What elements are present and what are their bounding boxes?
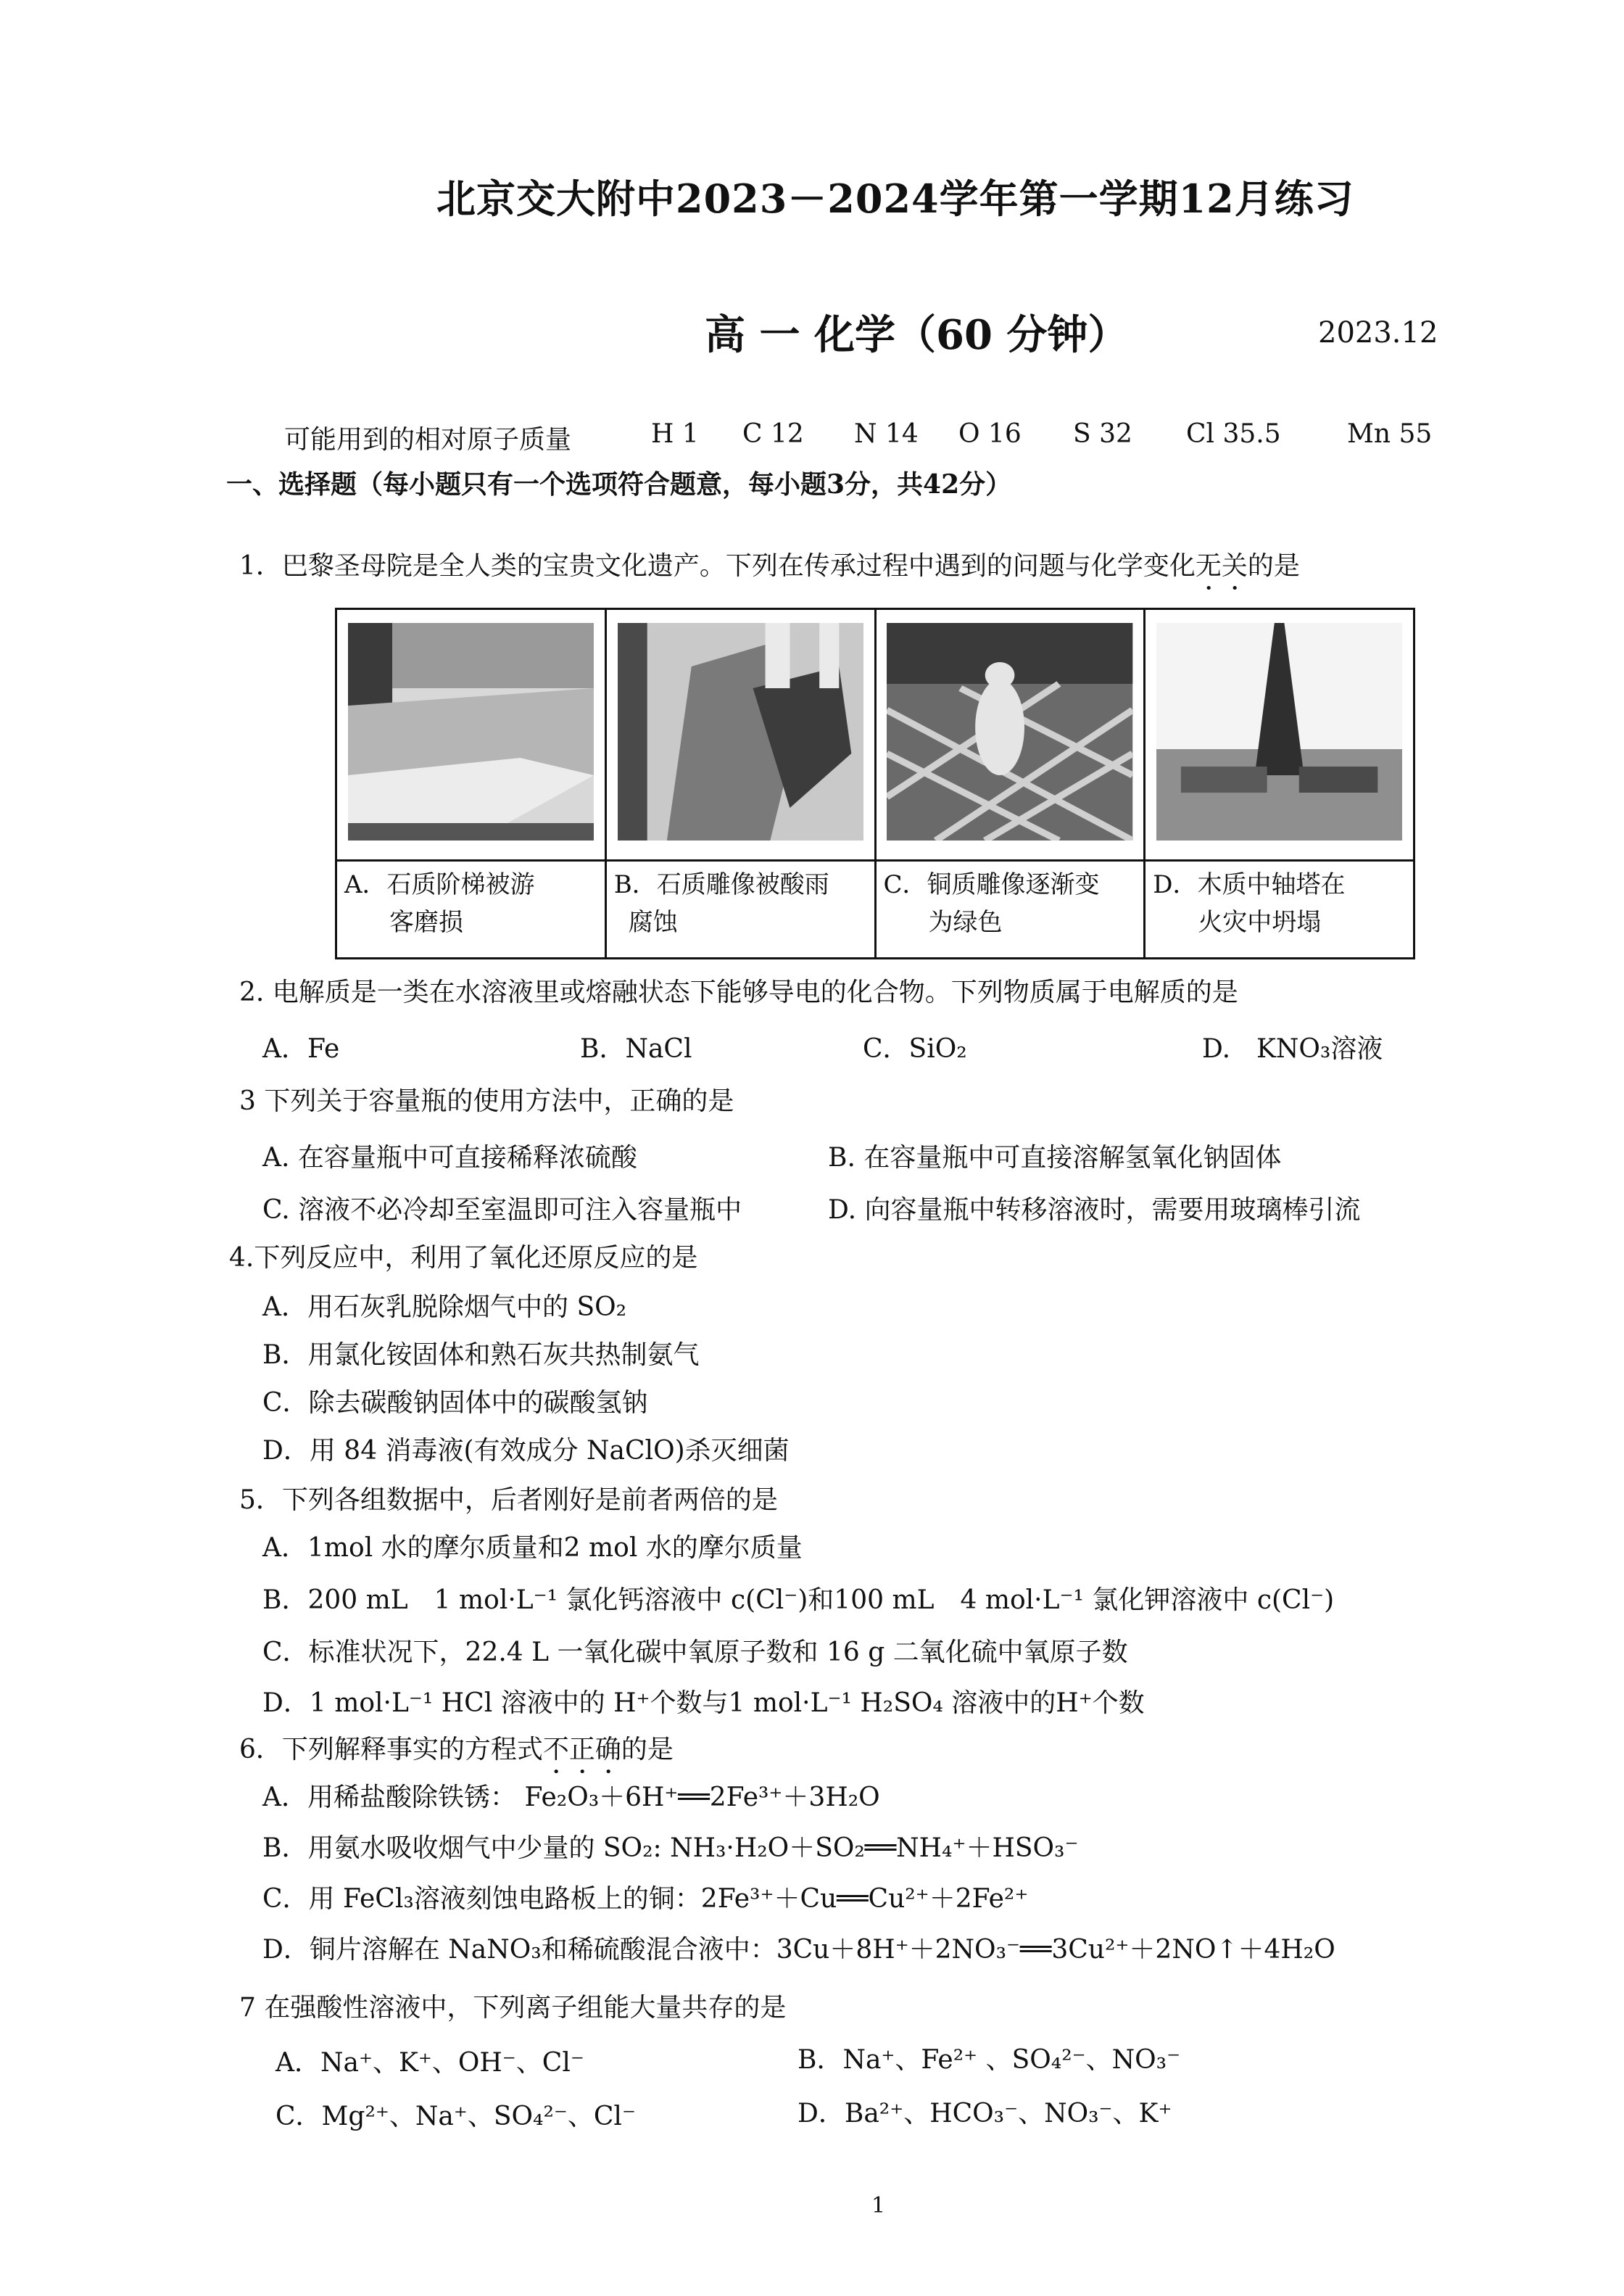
question-3-option-c: C. 溶液不必冷却至室温即可注入容量瓶中 xyxy=(262,1195,742,1225)
option-a-image-cell xyxy=(336,609,606,861)
option-b-caption xyxy=(605,861,875,959)
question-4-option-c: C．除去碳酸钠固体中的碳酸氢钠 xyxy=(262,1388,648,1418)
stone-stairs-photo xyxy=(348,623,594,841)
question-1-stem-part: 的是 xyxy=(1247,551,1300,581)
question-4-option-b: B．用氯化铵固体和熟石灰共热制氨气 xyxy=(262,1340,700,1370)
stone-statue-photo xyxy=(618,623,863,841)
option-a-label-line1: A．石质阶梯被游 xyxy=(344,870,535,899)
question-1-stem-part: 1．巴黎圣母院是全人类的宝贵文化遗产。下列在传承过程中遇到的问题与化学变化 xyxy=(239,551,1196,581)
atomic-mass-item: Cl 35.5 xyxy=(1186,419,1281,449)
question-5-option-d: D．1 mol·L⁻¹ HCl 溶液中的 H⁺个数与1 mol·L⁻¹ H₂SO₄ 溶液中的H⁺个数 xyxy=(262,1688,1145,1718)
option-d-image-cell xyxy=(1145,609,1414,861)
question-6-option-c: C．用 FeCl₃溶液刻蚀电路板上的铜：2Fe³⁺＋Cu══Cu²⁺＋2Fe²⁺ xyxy=(262,1884,1029,1914)
question-2-option-c: C．SiO₂ xyxy=(863,1034,967,1064)
copper-statue-photo xyxy=(887,623,1132,841)
question-6-stem xyxy=(239,1729,674,1780)
option-d-caption xyxy=(1145,861,1414,959)
question-3-option-a: A. 在容量瓶中可直接稀释浓硫酸 xyxy=(262,1143,637,1173)
question-5-option-a: A．1mol 水的摩尔质量和2 mol 水的摩尔质量 xyxy=(262,1533,803,1563)
question-7-stem: 7 在强酸性溶液中，下列离子组能大量共存的是 xyxy=(239,1993,787,2023)
option-d-label-line2: 火灾中坍塌 xyxy=(1198,908,1322,937)
question-2-option-d: D. KNO₃溶液 xyxy=(1202,1034,1383,1064)
question-6-stem-part: 的是 xyxy=(621,1735,674,1764)
option-a-caption xyxy=(336,861,606,959)
exam-title: 北京交大附中2023－2024学年第一学期12月练习 xyxy=(436,175,1354,222)
question-4-option-d: D．用 84 消毒液(有效成分 NaClO)杀灭细菌 xyxy=(262,1436,790,1466)
question-3-option-d: D. 向容量瓶中转移溶液时，需要用玻璃棒引流 xyxy=(828,1195,1361,1225)
option-c-label-line1: C．铜质雕像逐渐变 xyxy=(883,870,1100,899)
atomic-mass-item: S 32 xyxy=(1073,419,1132,449)
option-b-label-line2: 腐蚀 xyxy=(628,908,678,937)
question-1-emphasis: 无关 xyxy=(1195,551,1248,581)
exam-subtitle: 高 一 化学（60 分钟） xyxy=(705,311,1129,359)
option-d-label-line1: D．木质中轴塔在 xyxy=(1153,870,1346,899)
option-c-label-line2: 为绿色 xyxy=(928,908,1003,937)
question-2-option-b: B．NaCl xyxy=(580,1034,692,1064)
question-6-stem-part: 6．下列解释事实的方程式 xyxy=(239,1735,543,1764)
question-6-option-a: A．用稀盐酸除铁锈： Fe₂O₃＋6H⁺══2Fe³⁺＋3H₂O xyxy=(262,1783,880,1812)
question-5-option-c: C．标准状况下，22.4 L 一氧化碳中氧原子数和 16 g 二氧化硫中氧原子数 xyxy=(262,1638,1128,1667)
option-b-image-cell xyxy=(605,609,875,861)
spire-fire-photo xyxy=(1156,623,1402,841)
atomic-mass-list xyxy=(651,419,1449,449)
question-1-options-table xyxy=(335,608,1415,959)
section-heading: 一、选择题（每小题只有一个选项符合题意，每小题3分，共42分） xyxy=(226,469,1012,500)
question-2-stem: 2. 电解质是一类在水溶液里或熔融状态下能够导电的化合物。下列物质属于电解质的是 xyxy=(239,978,1238,1007)
question-6-option-d: D．铜片溶解在 NaNO₃和稀硫酸混合液中：3Cu＋8H⁺＋2NO₃⁻══3Cu²⁺＋2NO↑＋4H₂O xyxy=(262,1935,1335,1965)
question-7-option-d: D．Ba²⁺、HCO₃⁻、NO₃⁻、K⁺ xyxy=(798,2099,1172,2128)
atomic-mass-item: N 14 xyxy=(854,419,919,449)
atomic-mass-item: C 12 xyxy=(742,419,804,449)
question-6-option-b: B．用氨水吸收烟气中少量的 SO₂: NH₃·H₂O＋SO₂══NH₄⁺＋HSO₃⁻ xyxy=(262,1833,1079,1863)
atomic-mass-item: Mn 55 xyxy=(1347,419,1433,449)
question-5-stem: 5．下列各组数据中，后者刚好是前者两倍的是 xyxy=(239,1485,778,1515)
question-3-option-b: B. 在容量瓶中可直接溶解氢氧化钠固体 xyxy=(828,1143,1282,1173)
exam-date: 2023.12 xyxy=(1318,316,1438,350)
question-1-stem xyxy=(239,545,1300,596)
question-7-option-c: C．Mg²⁺、Na⁺、SO₄²⁻、Cl⁻ xyxy=(276,2102,636,2131)
question-4-option-a: A．用石灰乳脱除烟气中的 SO₂ xyxy=(262,1292,627,1322)
page-number: 1 xyxy=(871,2193,886,2218)
option-c-image-cell xyxy=(875,609,1145,861)
atomic-mass-label: 可能用到的相对原子质量 xyxy=(284,425,572,455)
question-4-stem: 4.下列反应中，利用了氧化还原反应的是 xyxy=(229,1243,698,1273)
question-2-option-a: A．Fe xyxy=(262,1034,340,1064)
option-b-label-line1: B．石质雕像被酸雨 xyxy=(613,870,829,899)
atomic-mass-item: H 1 xyxy=(651,419,699,449)
option-a-label-line2: 客磨损 xyxy=(389,908,463,937)
option-c-caption xyxy=(875,861,1145,959)
question-5-option-b: B．200 mL 1 mol·L⁻¹ 氯化钙溶液中 c(Cl⁻)和100 mL 4 mol·L⁻¹ 氯化钾溶液中 c(Cl⁻) xyxy=(262,1585,1335,1615)
question-3-stem: 3 下列关于容量瓶的使用方法中，正确的是 xyxy=(239,1086,734,1116)
question-7-option-a: A．Na⁺、K⁺、OH⁻、Cl⁻ xyxy=(276,2048,584,2078)
question-7-option-b: B．Na⁺、Fe²⁺ 、SO₄²⁻、NO₃⁻ xyxy=(798,2045,1181,2075)
question-6-emphasis: 不正确 xyxy=(542,1735,621,1764)
atomic-mass-item: O 16 xyxy=(958,419,1022,449)
